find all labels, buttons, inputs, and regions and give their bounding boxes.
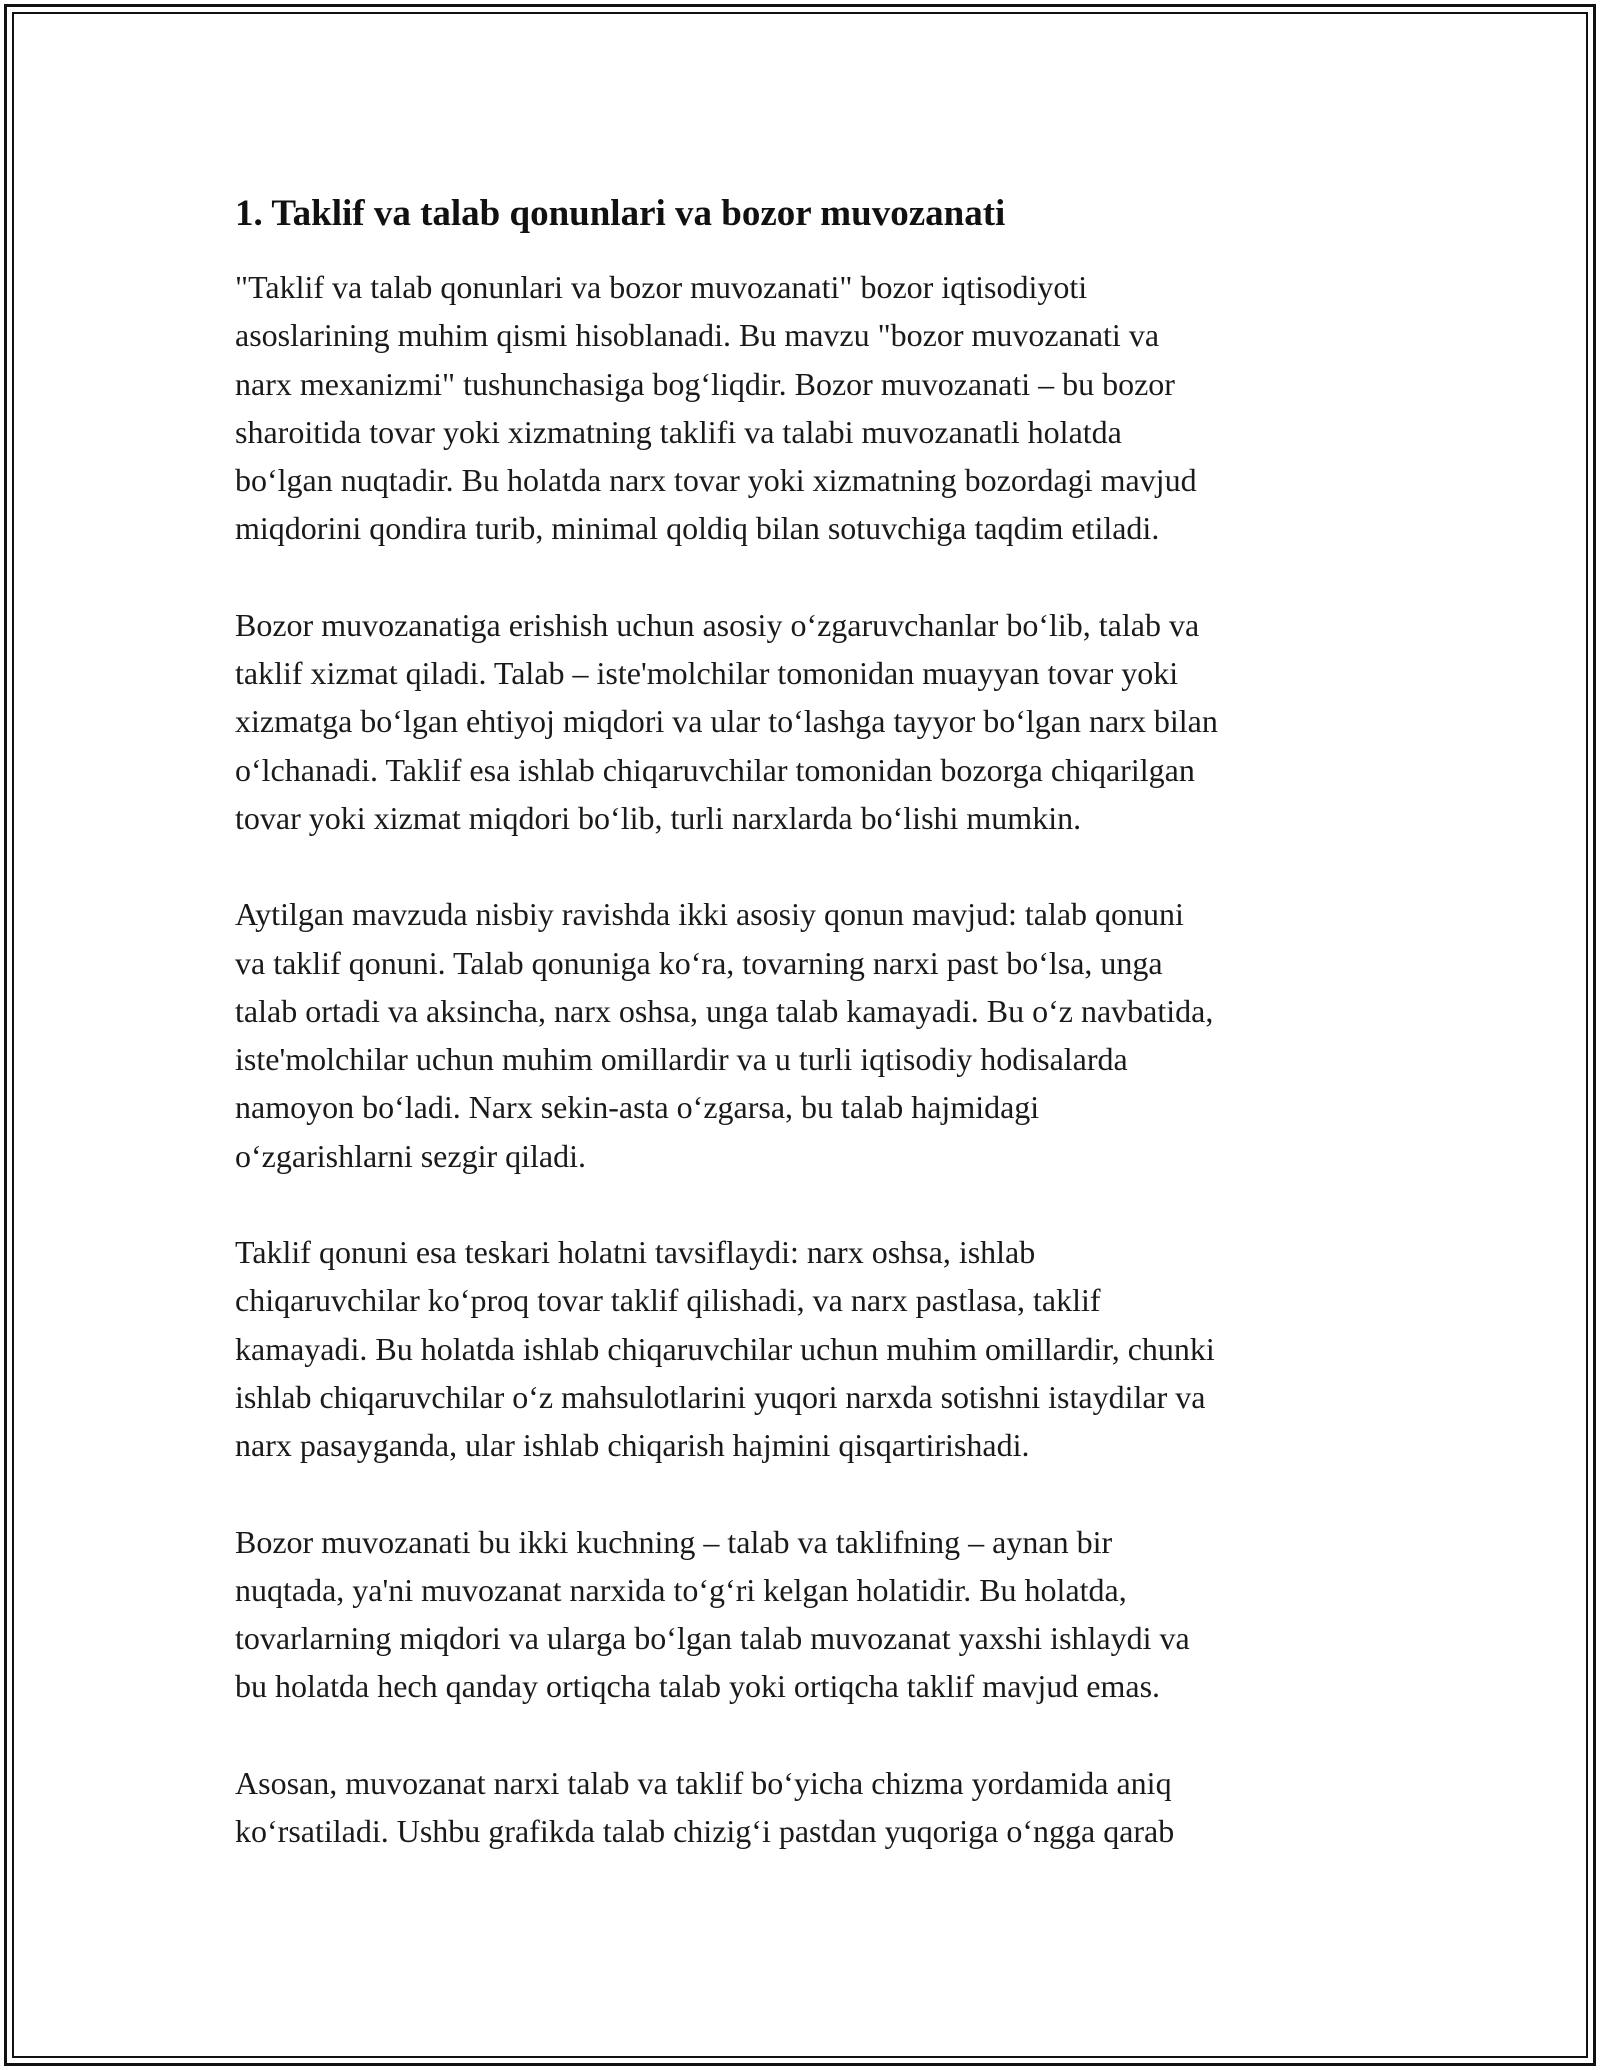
paragraph [235,1228,1375,1469]
paragraph [235,1759,1375,1856]
text-line: nuqtada, ya'ni muvozanat narxida to‘g‘ri kelgan holatidir. Bu holatda, [235,1571,1127,1608]
text-line: asoslarining muhim qismi hisoblanadi. Bu mavzu "bozor muvozanati va [235,317,1160,354]
text-line: miqdorini qondira turib, minimal qoldiq bilan sotuvchiga taqdim etiladi. [235,510,1160,547]
text-line: ko‘rsatiladi. Ushbu grafikda talab chizig‘i pastdan yuqoriga o‘ngga qarab [235,1813,1175,1850]
text-line: Bozor muvozanatiga erishish uchun asosiy o‘zgaruvchanlar bo‘lib, talab va [235,606,1200,643]
text-line: o‘lchanadi. Taklif esa ishlab chiqaruvchilar tomonidan bozorga chiqarilgan [235,751,1195,788]
text-line: bu holatda hech qanday ortiqcha talab yoki ortiqcha taklif mavjud emas. [235,1668,1161,1705]
text-line: chiqaruvchilar ko‘proq tovar taklif qilishadi, va narx pastlasa, taklif [235,1282,1101,1319]
text-line: sharoitida tovar yoki xizmatning taklifi va talabi muvozanatli holatda [235,413,1122,450]
text-line: Bozor muvozanati bu ikki kuchning – talab va taklifning – aynan bir [235,1523,1113,1560]
paragraph-list [235,263,1375,1855]
paragraph [235,263,1375,553]
text-line: "Taklif va talab qonunlari va bozor muvozanati" bozor iqtisodiyoti [235,269,1088,305]
text-line: kamayadi. Bu holatda ishlab chiqaruvchilar uchun muhim omillardir, chunki [235,1330,1215,1367]
text-line: iste'molchilar uchun muhim omillardir va u turli iqtisodiy hodisalarda [235,1041,1128,1078]
text-line: bo‘lgan nuqtadir. Bu holatda narx tovar yoki xizmatning bozordagi mavjud [235,462,1197,499]
text-line: narx pasayganda, ular ishlab chiqarish hajmini qisqartirishadi. [235,1427,1030,1464]
text-line: Taklif qonuni esa teskari holatni tavsiflaydi: narx oshsa, ishlab [235,1234,1036,1271]
text-line: tovarlarning miqdori va ularga bo‘lgan talab muvozanat yaxshi ishlaydi va [235,1620,1190,1657]
text-line: taklif xizmat qiladi. Talab – iste'molchilar tomonidan muayyan tovar yoki [235,655,1179,692]
text-line: xizmatga bo‘lgan ehtiyoj miqdori va ular to‘lashga tayyor bo‘lgan narx bilan [235,703,1218,740]
text-line: tovar yoki xizmat miqdori bo‘lib, turli narxlarda bo‘lishi mumkin. [235,799,1082,836]
text-line: o‘zgarishlarni sezgir qiladi. [235,1137,586,1174]
text-line: Asosan, muvozanat narxi talab va taklif bo‘yicha chizma yordamida aniq [235,1764,1172,1801]
paragraph [235,1518,1375,1711]
text-line: Aytilgan mavzuda nisbiy ravishda ikki asosiy qonun mavjud: talab qonuni [235,896,1184,933]
text-line: narx mexanizmi" tushunchasiga bog‘liqdir. Bozor muvozanati – bu bozor [235,365,1175,402]
text-line: ishlab chiqaruvchilar o‘z mahsulotlarini yuqori narxda sotishni istaydilar va [235,1378,1206,1415]
paragraph [235,601,1375,842]
document-body [235,185,1375,1903]
text-line: namoyon bo‘ladi. Narx sekin-asta o‘zgarsa, bu talab hajmidagi [235,1089,1040,1126]
text-line: talab ortadi va aksincha, narx oshsa, unga talab kamayadi. Bu o‘z navbatida, [235,992,1214,1029]
paragraph [235,890,1375,1180]
text-line: va taklif qonuni. Talab qonuniga ko‘ra, tovarning narxi past bo‘lsa, unga [235,944,1163,981]
section-heading: 1. Taklif va talab qonunlari va bozor muvozanati [235,193,1006,234]
